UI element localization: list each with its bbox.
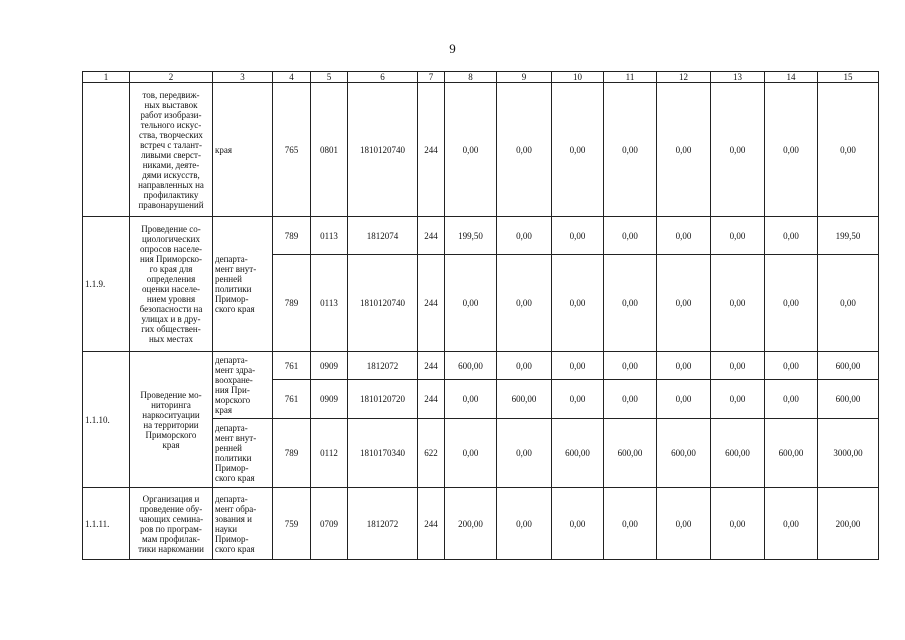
text-line: проведение обу- — [139, 503, 203, 514]
text-line: Примор- — [215, 533, 249, 544]
text-line: Примор- — [215, 294, 249, 304]
cell-section: 0113 — [311, 255, 348, 352]
cell-target-article: 1812072 — [348, 352, 418, 380]
column-header: 10 — [552, 72, 604, 83]
text-line: ского края — [215, 473, 255, 483]
text-line: департа- — [215, 355, 248, 365]
column-header: 13 — [711, 72, 765, 83]
cell-expense-type: 244 — [418, 352, 445, 380]
item-number — [83, 83, 130, 217]
column-header: 11 — [604, 72, 657, 83]
cell-total: 199,50 — [818, 217, 879, 255]
text-line: опросов населе- — [140, 244, 202, 254]
cell-value: 600,00 — [657, 419, 711, 488]
text-line: ния Приморско- — [140, 254, 202, 264]
text-line: ров по програм- — [140, 523, 202, 534]
measure-description — [130, 352, 213, 488]
cell-value: 0,00 — [552, 255, 604, 352]
text-line: наркоситуации — [142, 409, 200, 420]
cell-value: 0,00 — [711, 83, 765, 217]
cell-expense-type: 244 — [418, 380, 445, 419]
cell-value: 0,00 — [497, 255, 552, 352]
cell-value: 0,00 — [765, 380, 818, 419]
cell-value: 600,00 — [497, 380, 552, 419]
cell-value: 0,00 — [711, 352, 765, 380]
text-line: профилактику — [143, 189, 199, 200]
text-line: направленных на — [138, 179, 204, 190]
cell-grbs: 789 — [273, 217, 311, 255]
text-line: морского — [215, 395, 251, 405]
cell-grbs: 761 — [273, 380, 311, 419]
cell-total: 600,00 — [818, 380, 879, 419]
text-line: Проведение мо- — [140, 389, 202, 400]
cell-value: 0,00 — [552, 488, 604, 560]
text-line: науки — [215, 523, 238, 534]
cell-value: 0,00 — [497, 352, 552, 380]
text-line: циологических — [142, 234, 200, 244]
cell-section: 0801 — [311, 83, 348, 217]
cell-value: 0,00 — [497, 83, 552, 217]
cell-total: 3000,00 — [818, 419, 879, 488]
column-header: 7 — [418, 72, 445, 83]
page-number: 9 — [449, 41, 456, 56]
cell-value: 600,00 — [604, 419, 657, 488]
cell-target-article: 1812072 — [348, 488, 418, 560]
cell-value: 0,00 — [765, 352, 818, 380]
text-line: Примор- — [215, 463, 249, 473]
text-line: политики — [215, 453, 252, 463]
text-line: мент внут- — [215, 433, 257, 443]
cell-value: 0,00 — [552, 83, 604, 217]
table-row — [83, 217, 879, 255]
column-header: 5 — [311, 72, 348, 83]
text-line: работ изобрази- — [140, 109, 202, 120]
text-line: 1.1.10. — [85, 414, 110, 425]
cell-expense-type: 244 — [418, 83, 445, 217]
cell-grbs: 761 — [273, 352, 311, 380]
text-line: мент обра- — [215, 503, 257, 514]
table-row — [83, 352, 879, 380]
text-line: тельного искус- — [140, 119, 202, 130]
column-header: 9 — [497, 72, 552, 83]
cell-total: 200,00 — [818, 488, 879, 560]
column-header: 2 — [130, 72, 213, 83]
column-header: 4 — [273, 72, 311, 83]
cell-total: 0,00 — [818, 83, 879, 217]
text-line: тов, передвиж- — [142, 89, 200, 100]
cell-value: 0,00 — [765, 255, 818, 352]
text-line: оценки населе- — [142, 284, 200, 294]
cell-value: 0,00 — [497, 488, 552, 560]
text-line: мент здра- — [215, 365, 256, 375]
column-header: 15 — [818, 72, 879, 83]
cell-grbs: 789 — [273, 419, 311, 488]
text-line: никами, деяте- — [142, 159, 200, 170]
text-line: Приморского — [145, 429, 197, 440]
text-line: определения — [146, 274, 196, 284]
text-line: ния При- — [215, 385, 250, 395]
cell-value: 0,00 — [711, 380, 765, 419]
text-line: ных местах — [148, 334, 194, 344]
text-line: улицах и в дру- — [141, 314, 201, 324]
cell-section: 0909 — [311, 352, 348, 380]
cell-value: 600,00 — [445, 352, 497, 380]
cell-expense-type: 244 — [418, 488, 445, 560]
measure-description — [130, 488, 213, 560]
cell-value: 0,00 — [604, 217, 657, 255]
cell-value: 0,00 — [604, 83, 657, 217]
item-number — [83, 352, 130, 488]
text-line: воохране- — [215, 375, 253, 385]
text-line: ливыми сверст- — [141, 149, 201, 160]
column-header: 12 — [657, 72, 711, 83]
cell-value: 0,00 — [604, 380, 657, 419]
cell-value: 0,00 — [765, 217, 818, 255]
text-line: 1.1.11. — [85, 518, 110, 529]
cell-value: 0,00 — [604, 255, 657, 352]
cell-value: 0,00 — [711, 255, 765, 352]
cell-value: 0,00 — [657, 255, 711, 352]
table-header-row — [83, 72, 879, 83]
column-header: 1 — [83, 72, 130, 83]
cell-value: 600,00 — [552, 419, 604, 488]
cell-value: 0,00 — [445, 83, 497, 217]
text-line: безопасности на — [139, 304, 203, 314]
text-line: края — [162, 439, 180, 450]
cell-value: 0,00 — [657, 83, 711, 217]
text-line: мент внут- — [215, 264, 257, 274]
text-line: 1.1.9. — [85, 279, 106, 289]
cell-grbs: 759 — [273, 488, 311, 560]
text-line: ниторинга — [151, 399, 191, 410]
measure-description — [130, 217, 213, 352]
text-line: Проведение со- — [141, 224, 201, 234]
cell-section: 0709 — [311, 488, 348, 560]
text-line: края — [215, 144, 233, 155]
text-line: ных выставок — [144, 99, 198, 110]
cell-target-article: 1810120720 — [348, 380, 418, 419]
responsible-department — [213, 488, 273, 560]
text-line: встреч с талант- — [140, 139, 202, 150]
text-line: департа- — [215, 493, 248, 504]
responsible-department — [213, 419, 273, 488]
cell-value: 200,00 — [445, 488, 497, 560]
cell-value: 0,00 — [765, 83, 818, 217]
cell-value: 0,00 — [604, 488, 657, 560]
text-line: края — [215, 405, 233, 415]
responsible-department — [213, 217, 273, 352]
cell-value: 0,00 — [765, 488, 818, 560]
cell-value: 0,00 — [657, 380, 711, 419]
cell-value: 600,00 — [765, 419, 818, 488]
cell-value: 0,00 — [711, 217, 765, 255]
text-line: Организация и — [142, 493, 200, 504]
text-line: го края для — [149, 264, 193, 274]
text-line: мам профилак- — [142, 533, 200, 544]
cell-expense-type: 244 — [418, 255, 445, 352]
cell-target-article: 1810170340 — [348, 419, 418, 488]
text-line: политики — [215, 284, 252, 294]
text-line: гих обществен- — [141, 324, 201, 334]
text-line: ства, творческих — [139, 129, 203, 140]
text-line: департа- — [215, 423, 248, 433]
cell-section: 0113 — [311, 217, 348, 255]
measure-description — [130, 83, 213, 217]
column-header: 3 — [213, 72, 273, 83]
text-line: тики наркомании — [138, 543, 204, 554]
cell-section: 0909 — [311, 380, 348, 419]
responsible-department — [213, 83, 273, 217]
text-line: дями искусств, — [142, 169, 200, 180]
cell-value: 0,00 — [497, 419, 552, 488]
table-row — [83, 83, 879, 217]
text-line: нием уровня — [146, 294, 196, 304]
cell-value: 0,00 — [552, 380, 604, 419]
cell-value: 0,00 — [657, 352, 711, 380]
table-row — [83, 488, 879, 560]
cell-value: 600,00 — [711, 419, 765, 488]
text-line: ренней — [215, 443, 242, 453]
cell-value: 0,00 — [445, 380, 497, 419]
cell-expense-type: 244 — [418, 217, 445, 255]
column-header: 14 — [765, 72, 818, 83]
text-line: департа- — [215, 254, 248, 264]
cell-target-article: 1812074 — [348, 217, 418, 255]
cell-total: 0,00 — [818, 255, 879, 352]
cell-grbs: 789 — [273, 255, 311, 352]
text-line: ского края — [215, 304, 255, 314]
cell-value: 0,00 — [711, 488, 765, 560]
responsible-department — [213, 352, 273, 419]
column-header: 6 — [348, 72, 418, 83]
text-line: правонарушений — [138, 199, 204, 210]
text-line: чающих семина- — [138, 513, 204, 524]
cell-grbs: 765 — [273, 83, 311, 217]
column-header: 8 — [445, 72, 497, 83]
cell-target-article: 1810120740 — [348, 255, 418, 352]
cell-total: 600,00 — [818, 352, 879, 380]
text-line: зования и — [215, 513, 252, 524]
cell-value: 0,00 — [552, 217, 604, 255]
item-number — [83, 488, 130, 560]
cell-target-article: 1810120740 — [348, 83, 418, 217]
text-line: ского края — [215, 543, 255, 554]
text-line: ренней — [215, 274, 242, 284]
cell-value: 0,00 — [552, 352, 604, 380]
cell-value: 199,50 — [445, 217, 497, 255]
cell-expense-type: 622 — [418, 419, 445, 488]
cell-value: 0,00 — [657, 488, 711, 560]
cell-section: 0112 — [311, 419, 348, 488]
budget-table — [82, 71, 879, 560]
item-number — [83, 217, 130, 352]
cell-value: 0,00 — [657, 217, 711, 255]
cell-value: 0,00 — [445, 419, 497, 488]
cell-value: 0,00 — [604, 352, 657, 380]
cell-value: 0,00 — [497, 217, 552, 255]
text-line: на территории — [143, 419, 199, 430]
cell-value: 0,00 — [445, 255, 497, 352]
